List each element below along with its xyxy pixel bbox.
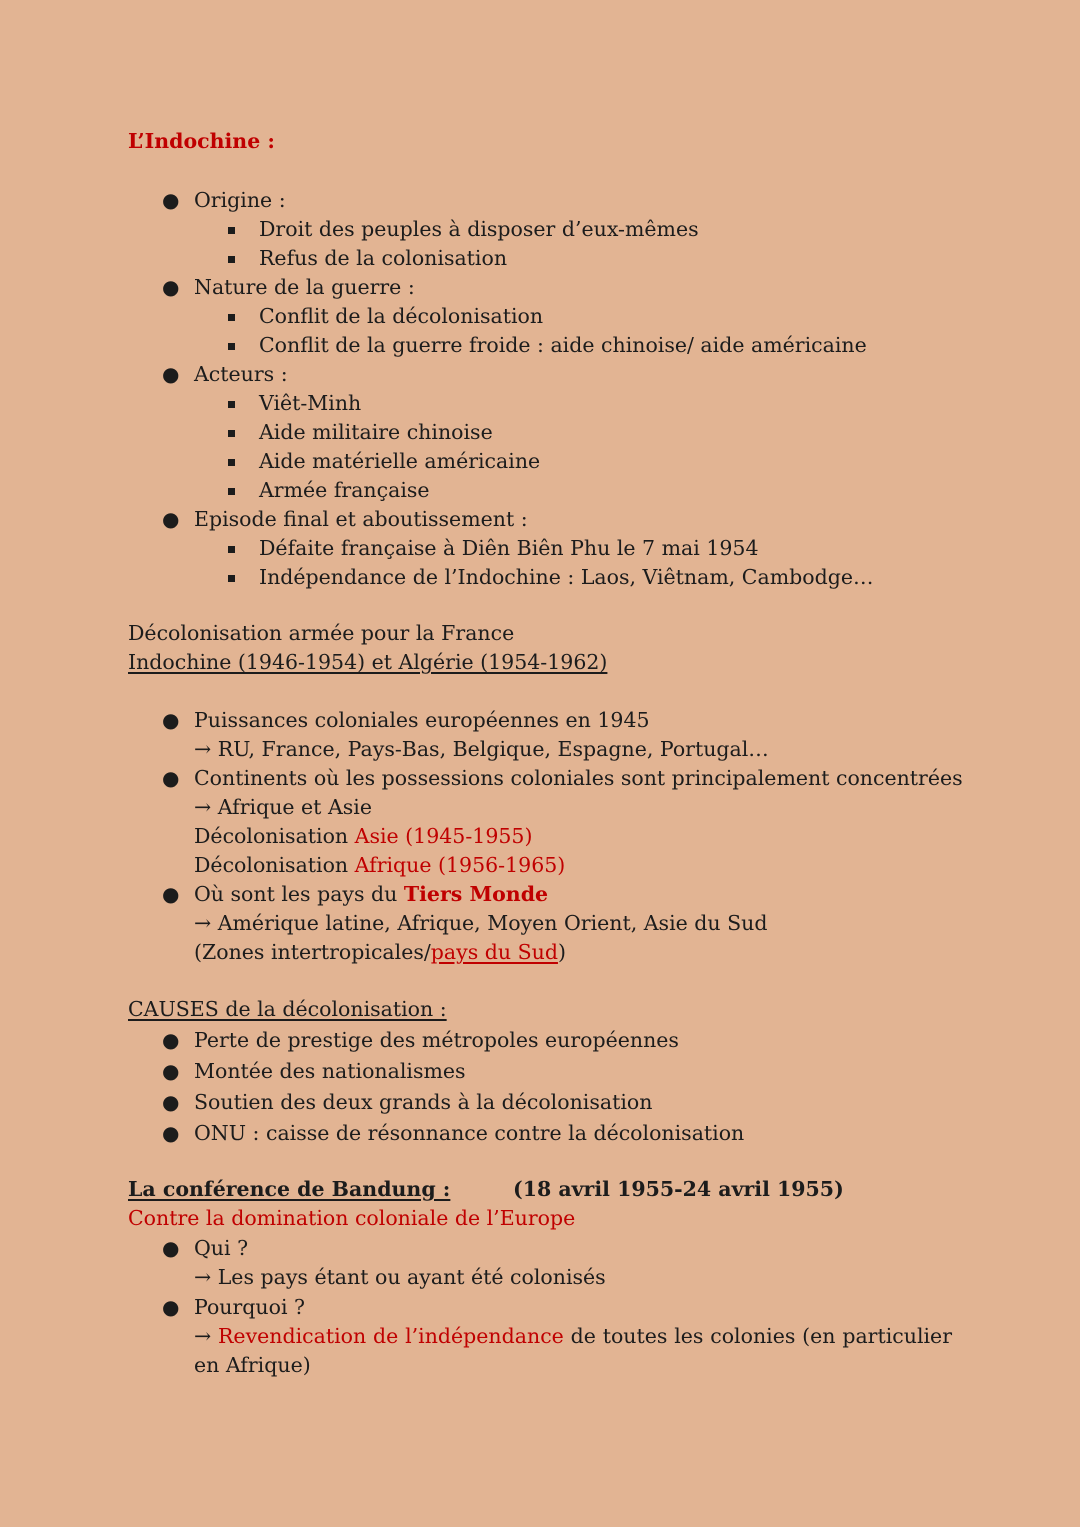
square-bullet-icon [228,314,235,321]
list-item: Viêt-Minh [128,389,952,418]
causes-title: CAUSES de la décolonisation : [128,997,447,1021]
bullet-icon: ● [162,882,180,906]
bullet-icon: ● [162,1236,180,1260]
question-qui: ● Qui ? [128,1234,952,1263]
bullet-icon: ● [162,1090,180,1114]
question-tiers-monde: ● Où sont les pays du Tiers Monde [128,880,952,909]
question-continents: ● Continents où les possessions coloniales sont principalement concentrées [128,764,952,793]
square-bullet-icon [228,256,235,263]
decolonisation-afrique: Décolonisation Afrique (1956-1965) [194,853,566,877]
answer-qui: → Les pays étant ou ayant été colonisés [194,1265,606,1289]
square-bullet-icon [228,488,235,495]
list-item: ● ONU : caisse de résonnance contre la décolonisation [128,1119,952,1148]
bandung-dates: (18 avril 1955-24 avril 1955) [513,1177,844,1201]
bullet-icon: ● [162,507,180,531]
bullet-icon: ● [162,1059,180,1083]
bullet-icon: ● [162,1028,180,1052]
indochine-title: L’Indochine : [128,129,275,153]
decolonisation-asie: Décolonisation Asie (1945-1955) [194,824,533,848]
list-item: Indépendance de l’Indochine : Laos, Viêtnam, Cambodge… [128,563,952,592]
list-item: Conflit de la décolonisation [128,302,952,331]
section-acteurs: ● Acteurs : [128,360,952,389]
answer-pourquoi: → Revendication de l’indépendance de toutes les colonies (en particulier en Afrique) [194,1324,952,1377]
document-page [128,127,963,1380]
section-origine: ● Origine : [128,186,952,215]
answer-continents: → Afrique et Asie [194,795,372,819]
list-item: ● Perte de prestige des métropoles européennes [128,1026,952,1055]
list-item: Conflit de la guerre froide : aide chinoise/ aide américaine [128,331,952,360]
bullet-icon: ● [162,708,180,732]
question-pourquoi: ● Pourquoi ? [128,1293,952,1322]
answer-tiers-monde: → Amérique latine, Afrique, Moyen Orient, Asie du Sud [194,911,768,935]
bullet-icon: ● [162,275,180,299]
section-episode-final: ● Episode final et aboutissement : [128,505,952,534]
bullet-icon: ● [162,1295,180,1319]
answer-zones: (Zones intertropicales/pays du Sud) [194,940,566,964]
bullet-icon: ● [162,362,180,386]
decolonisation-line2: Indochine (1946-1954) et Algérie (1954-1962) [128,650,608,674]
square-bullet-icon [228,227,235,234]
list-item: ● Montée des nationalismes [128,1057,952,1086]
list-item: ● Soutien des deux grands à la décolonisation [128,1088,952,1117]
bandung-title: La conférence de Bandung : [128,1177,451,1201]
square-bullet-icon [228,575,235,582]
square-bullet-icon [228,459,235,466]
bullet-icon: ● [162,766,180,790]
bandung-heading [128,1175,952,1204]
section-nature: ● Nature de la guerre : [128,273,952,302]
square-bullet-icon [228,401,235,408]
list-item: Refus de la colonisation [128,244,952,273]
question-puissances: ● Puissances coloniales européennes en 1945 [128,706,952,735]
bullet-icon: ● [162,188,180,212]
square-bullet-icon [228,343,235,350]
bandung-subtitle: Contre la domination coloniale de l’Europe [128,1206,576,1230]
list-item: Droit des peuples à disposer d’eux-mêmes [128,215,952,244]
answer-puissances: → RU, France, Pays-Bas, Belgique, Espagne, Portugal… [194,737,769,761]
list-item: Armée française [128,476,952,505]
list-item: Aide matérielle américaine [128,447,952,476]
list-item: Aide militaire chinoise [128,418,952,447]
bullet-icon: ● [162,1121,180,1145]
list-item: Défaite française à Diên Biên Phu le 7 mai 1954 [128,534,952,563]
square-bullet-icon [228,546,235,553]
decolonisation-line1: Décolonisation armée pour la France [128,621,515,645]
square-bullet-icon [228,430,235,437]
pays-du-sud-link[interactable]: pays du Sud [430,940,558,964]
